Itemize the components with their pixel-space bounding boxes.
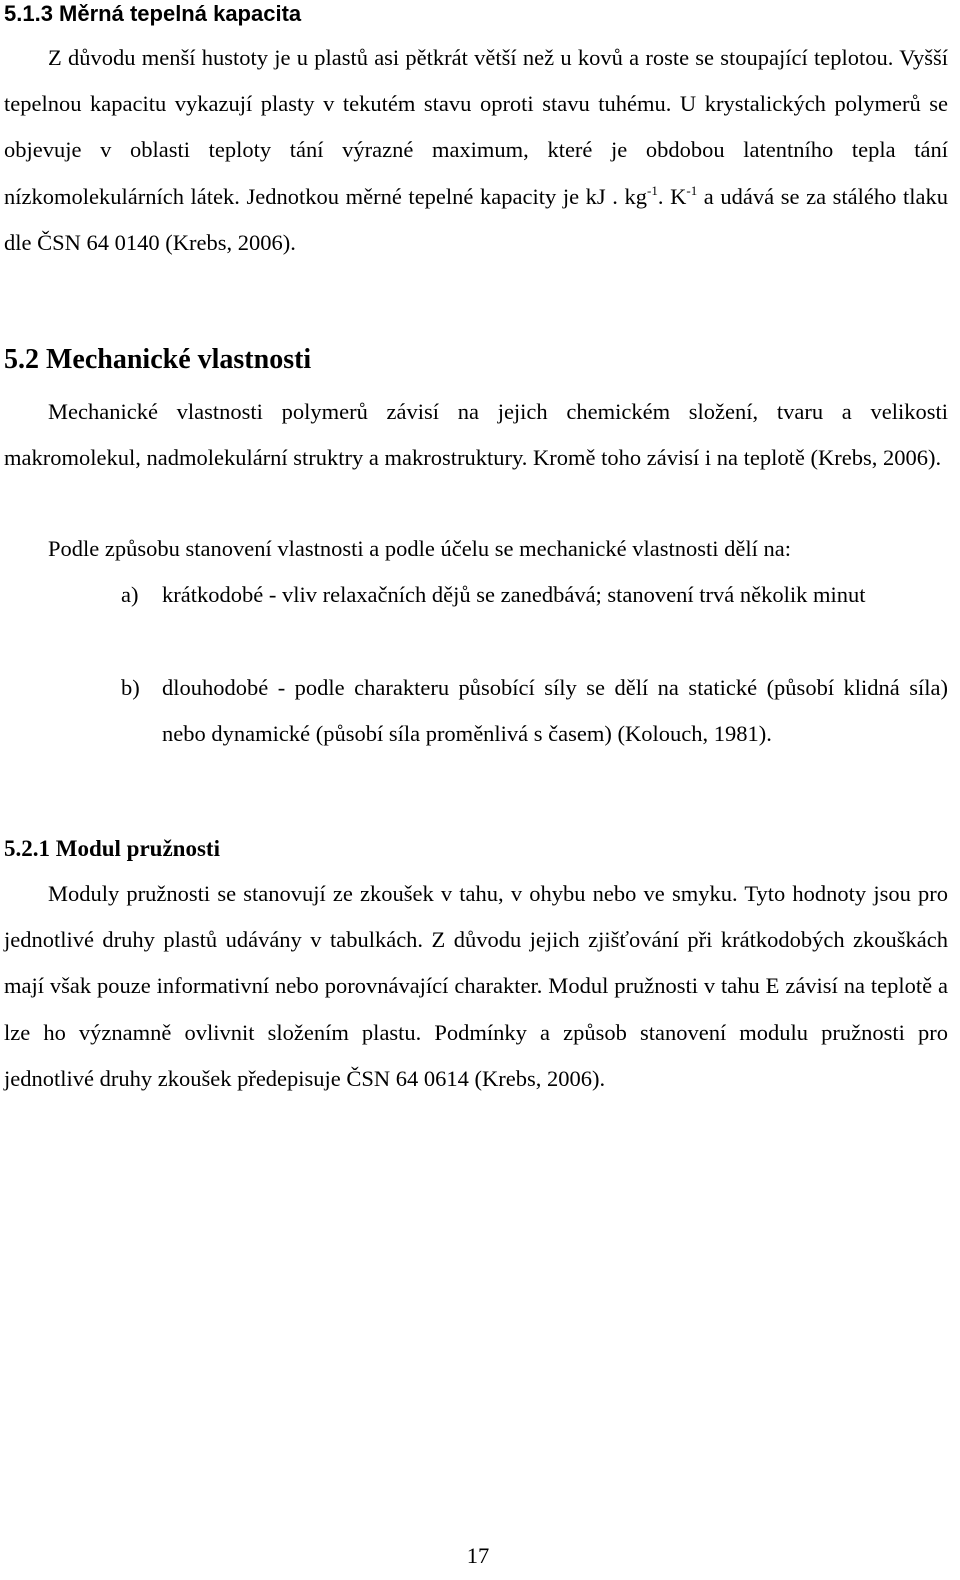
list-item-long-term: [121, 665, 948, 757]
paragraph-elastic-modulus: Moduly pružnosti se stanovují ze zkoušek v tahu, v ohybu nebo ve smyku. Tyto hodnoty jsou pro jednotlivé druhy plastů udávány v tabulkách. Z důvodu jejich zjišťování při krátkodobých zkouškách mají však pouze informativní nebo porovnávající charakter. Modul pružnosti v tahu E závisí na teplotě a lze ho významně ovlivnit složením plastu. Podmínky a způsob stanovení modulu pružnosti pro jednotlivé druhy zkoušek předepisuje ČSN 64 0614 (Krebs, 2006).: [4, 881, 948, 1091]
list-marker: a): [121, 582, 139, 607]
unit-kelvin: . K: [657, 183, 687, 209]
paragraph-mechanical-properties: Mechanické vlastnosti polymerů závisí na jejich chemickém složení, tvaru a velikosti makromolekul, nadmolekulární struktry a makrostruktury. Kromě toho závisí i na teplotě (Krebs, 2006).: [4, 399, 948, 471]
paragraph-heat-capacity: [4, 35, 948, 266]
list-item-text: dlouhodobé - podle charakteru působící síly se dělí na statické (působí klidná síla) nebo dynamické (působí síla proměnlivá s časem) (Kolouch, 1981).: [162, 675, 948, 747]
list-item-text: krátkodobé - vliv relaxačních dějů se zanedbává; stanovení trvá několik minut: [162, 582, 866, 607]
paragraph-classification: Podle způsobu stanovení vlastnosti a podle účelu se mechanické vlastnosti dělí na:: [48, 536, 791, 561]
page-number: 17: [466, 1543, 490, 1568]
section-heading-5-2: 5.2 Mechanické vlastnosti: [4, 344, 312, 375]
unit-exponent-kg: -1: [647, 182, 658, 198]
heat-capacity-tail: a udává se za stálého tlaku dle ČSN 64 0140 (Krebs, 2006).: [4, 183, 948, 255]
heat-capacity-text: Z důvodu menší hustoty je u plastů asi pětkrát větší než u kovů a roste se stoupající teplotou. Vyšší tepelnou kapacitu vykazují plasty v tekutém stavu oproti stavu tuhému. U krystalických polymerů se objevuje v oblasti teploty tání výrazné maximum, které je obdobou latentního tepla tání nízkomolekulárních látek. Jednotkou měrné tepelné kapacity je kJ . kg: [4, 45, 948, 209]
section-heading-5-2-1: 5.2.1 Modul pružnosti: [4, 836, 220, 861]
list-marker: b): [121, 675, 140, 700]
section-heading-5-1-3: 5.1.3 Měrná tepelná kapacita: [4, 1, 302, 26]
unit-exponent-k: -1: [686, 182, 698, 198]
list-item-short-term: [121, 572, 948, 618]
